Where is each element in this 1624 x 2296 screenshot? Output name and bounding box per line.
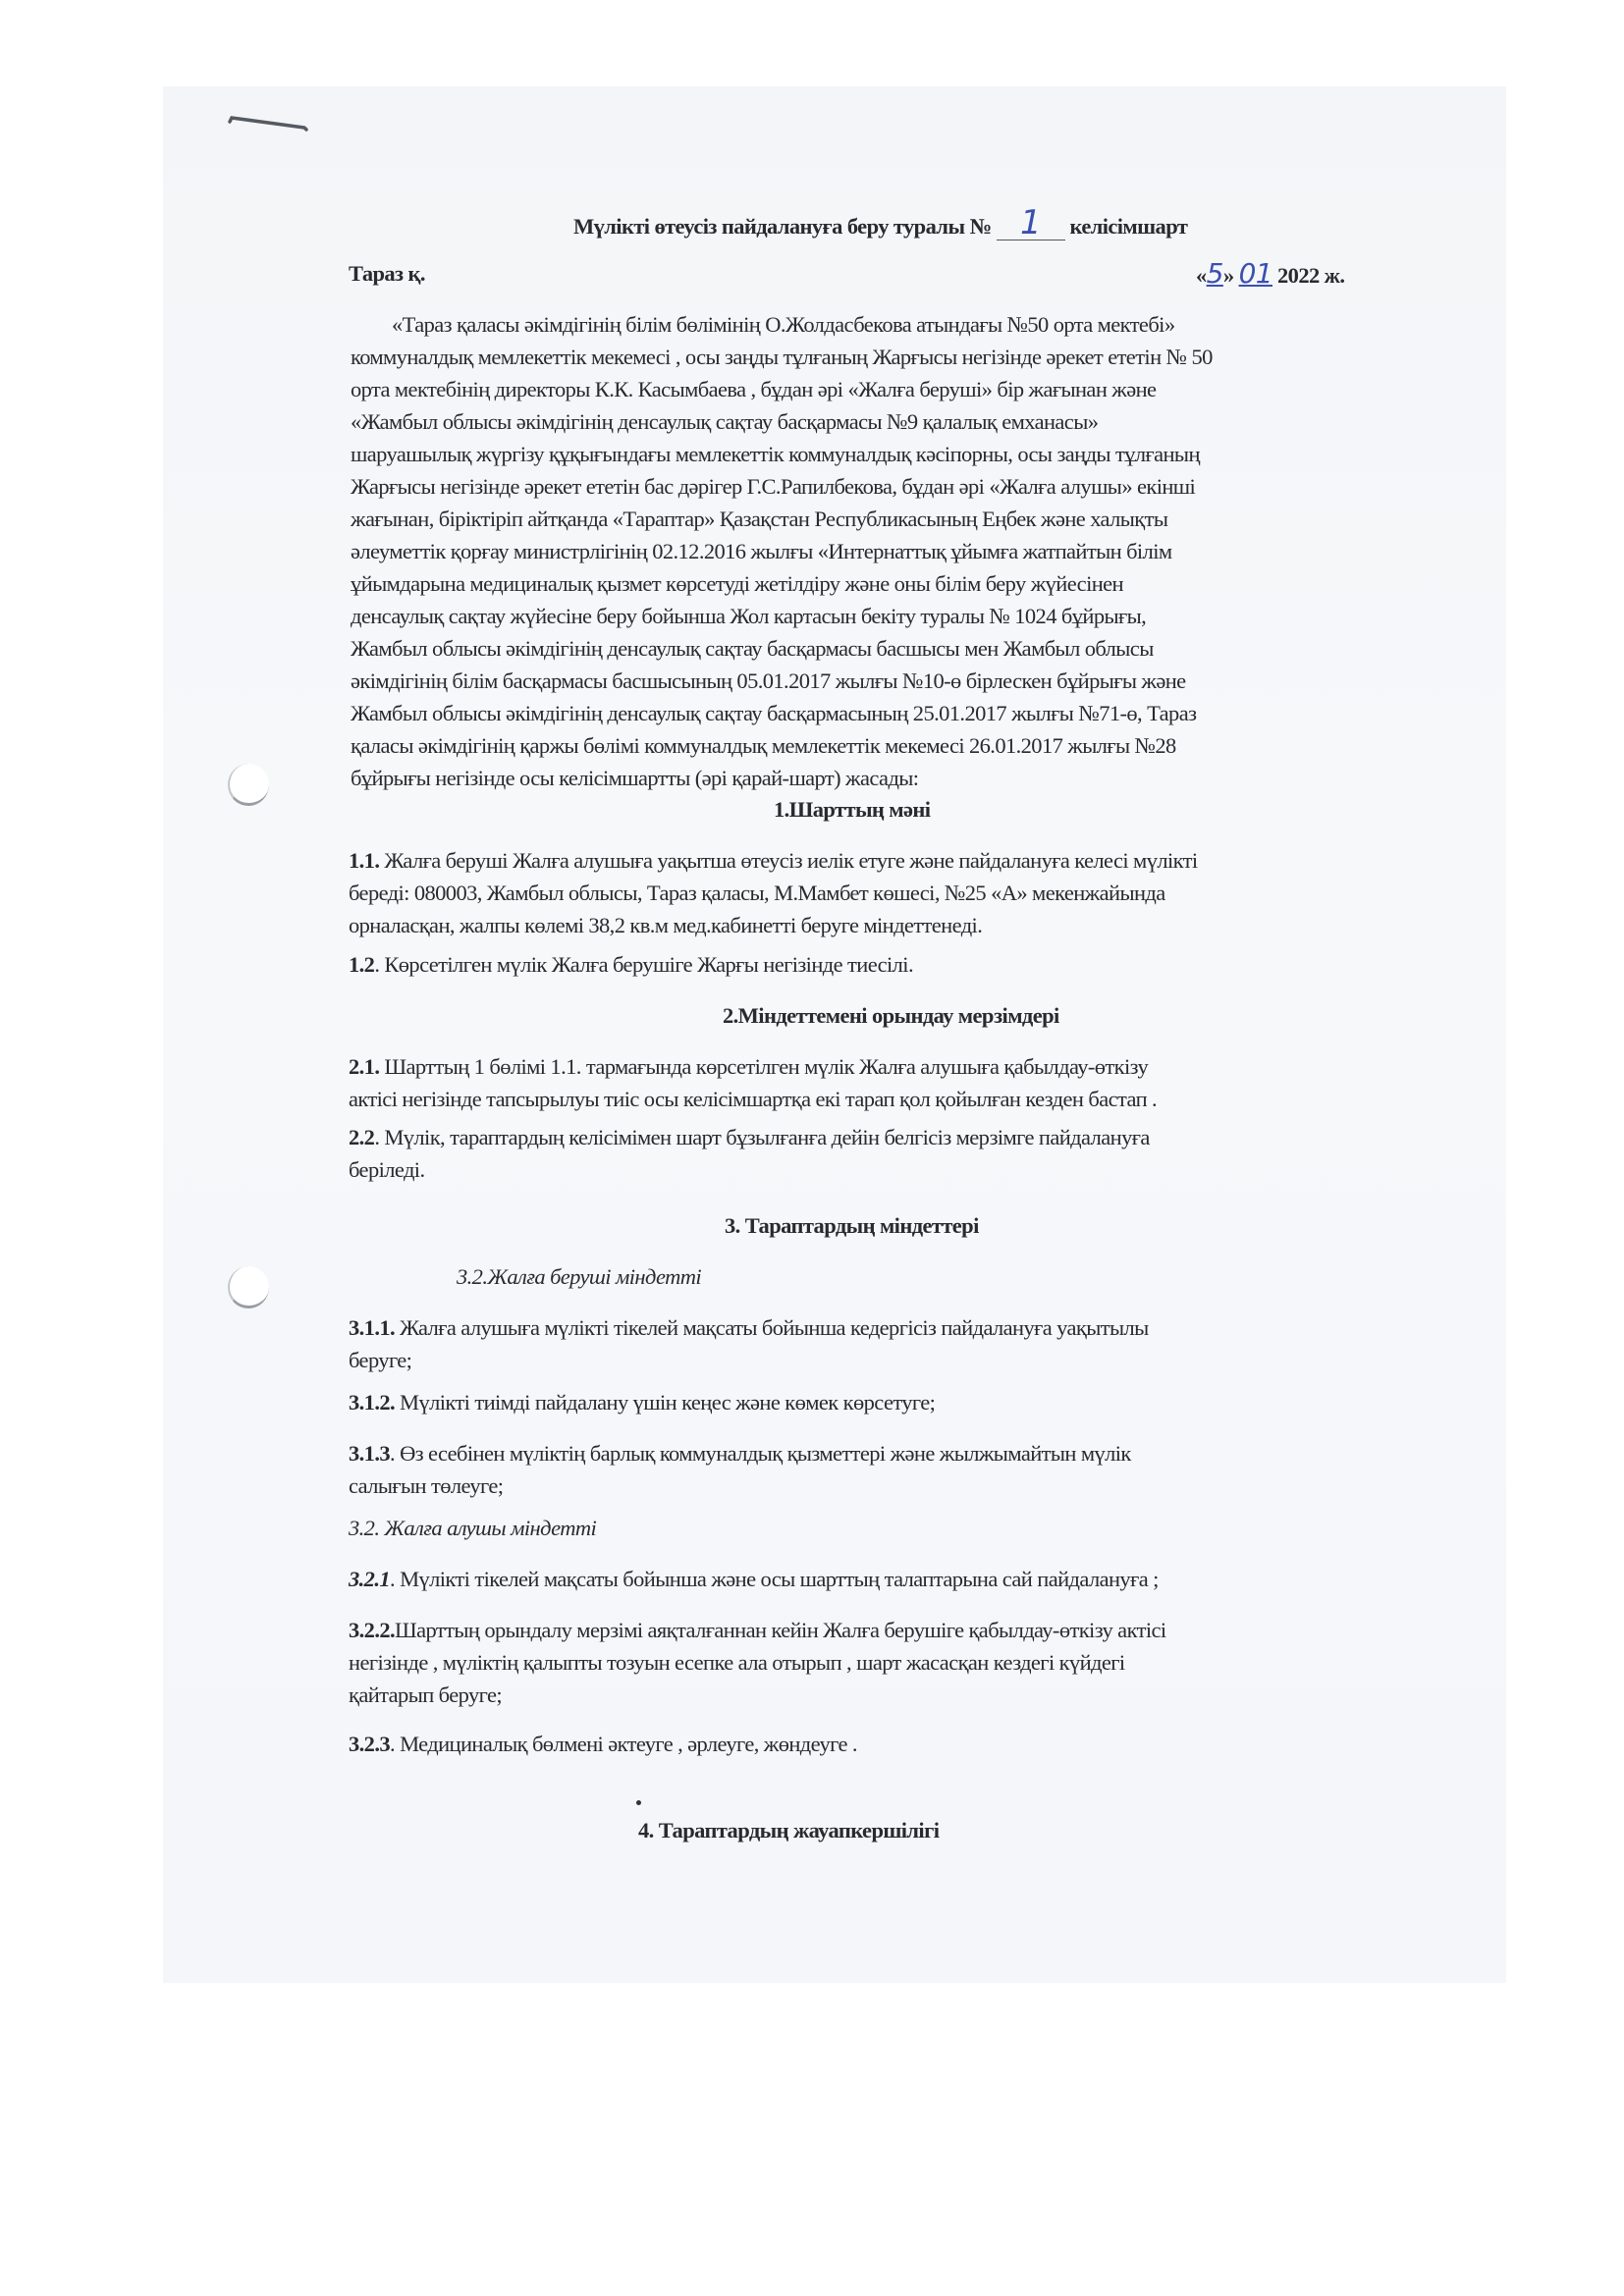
city: Тараз қ. <box>349 261 425 286</box>
contract-number: 1 <box>1019 203 1042 242</box>
staple-mark <box>228 116 310 132</box>
preamble-line: әкімдігінің білім басқармасы басшысының 05.01.2017 жылғы №10-ө бірлескен бұйрығы және <box>351 668 1186 693</box>
clause-3-2-2: 3.2.2.Шарттың орындалу мерзімі аяқталғаннан кейін Жалға берушіге қабылдау-өткізу актісі негізінде , мүліктің қалыпты тозуын есепке ала отырып , шарт жасасқан кездегі күйдегі қайтарып беруге; <box>349 1618 1166 1707</box>
preamble-line: «Жамбыл облысы әкімдігінің денсаулық сақтау басқармасы №9 қалалық емханасы» <box>351 409 1099 434</box>
section-3-heading: 3. Тараптардың міндеттері <box>725 1213 979 1238</box>
section-2-heading: 2.Міндеттемені орындау мерзімдері <box>723 1003 1059 1028</box>
ink-dot <box>636 1800 641 1805</box>
date-day: 5 <box>1206 257 1223 290</box>
clause-3-2-3: 3.2.3. Медициналық бөлмені әктеуге , әрлеуге, жөндеуге . <box>349 1732 857 1756</box>
clause-2-2: 2.2. Мүлік, тараптардың келісімімен шарт бұзылғанға дейін белгісіз мерзімге пайдалануға беріледі. <box>349 1125 1150 1182</box>
preamble-line: ұйымдарына медициналық қызмет көрсетуді жетілдіру және оны білім беру жүйесінен <box>351 571 1123 596</box>
preamble-line: «Тараз қаласы әкімдігінің білім бөлімінің О.Жолдасбекова атындағы №50 орта мектебі» <box>392 312 1175 337</box>
clause-1-1: 1.1. Жалға беруші Жалға алушыға уақытша өтеусіз иелік етуге және пайдалануға келесі мүлікті береді: 080003, Жамбыл облысы, Тараз қаласы, М.Мамбет көшесі, №25 «А» мекенжайында орналасқан, жалпы көлемі 38,2 кв.м мед.кабинетті беруге міндеттенеді. <box>349 848 1198 937</box>
preamble-line: орта мектебінің директоры К.К. Касымбаева , бұдан әрі «Жалға беруші» бір жағынан және <box>351 377 1157 401</box>
preamble-line: коммуналдық мемлекеттік мекемесі , осы заңды тұлғаның Жарғысы негізінде әрекет ететін № 50 <box>351 345 1213 369</box>
preamble-line: шаруашылық жүргізу құқығындағы мемлекеттік коммуналдық кәсіпорны, осы заңды тұлғаның <box>351 442 1200 466</box>
punch-hole <box>228 1266 269 1308</box>
punch-hole <box>228 764 269 806</box>
section-1-heading: 1.Шарттың мәні <box>774 797 931 822</box>
contract-number-field <box>997 203 1065 242</box>
preamble-line: Жамбыл облысы әкімдігінің денсаулық сақтау басқармасының 25.01.2017 жылғы №71-ө, Тараз <box>351 701 1197 725</box>
clause-1-2: 1.2. Көрсетілген мүлік Жалға берушіге Жарғы негізінде тиесілі. <box>349 952 913 977</box>
document-title: Мүлікті өтеусіз пайдалануға беру туралы № 1 келісімшарт <box>573 203 1188 242</box>
preamble-line: Жамбыл облысы әкімдігінің денсаулық сақтау басқармасы басшысы мен Жамбыл облысы <box>351 636 1154 661</box>
preamble-line: Жарғысы негізінде әрекет ететін бас дәрігер Г.С.Рапилбекова, бұдан әрі «Жалға алушы» екінші <box>351 474 1196 499</box>
clause-3-1-2: 3.1.2. Мүлікті тиімді пайдалану үшін кеңес және көмек көрсетуге; <box>349 1390 936 1415</box>
preamble-line: жағынан, біріктіріп айтқанда «Тараптар» Қазақстан Республикасының Еңбек және халықты <box>351 507 1168 531</box>
preamble-line: денсаулық сақтау жүйесіне беру бойынша Жол картасын бекіту туралы № 1024 бұйрығы, <box>351 604 1147 628</box>
date-month: 01 <box>1238 257 1272 290</box>
section-4-heading: 4. Тараптардың жауапкершілігі <box>638 1818 940 1842</box>
clause-3-1-1: 3.1.1. Жалға алушыға мүлікті тікелей мақсаты бойынша кедергісіз пайдалануға уақытылы беруге; <box>349 1315 1149 1372</box>
clause-2-1: 2.1. Шарттың 1 бөлімі 1.1. тармағында көрсетілген мүлік Жалға алушыға қабылдау-өткізу актісі негізінде тапсырылуы тиіс осы келісімшартқа екі тарап қол қойылған кезден бастап . <box>349 1054 1158 1111</box>
preamble-line: әлеуметтік қорғау министрлігінің 02.12.2016 жылғы «Интернаттық ұйымға жатпайтын білім <box>351 539 1172 563</box>
clause-3-2-1: 3.2.1. Мүлікті тікелей мақсаты бойынша және осы шарттың талаптарына сай пайдалануға ; <box>349 1567 1159 1591</box>
contract-date: «5» 01 2022 ж. <box>1196 257 1345 290</box>
clause-3-1-3: 3.1.3. Өз есебінен мүліктің барлық коммуналдық қызметтері және жылжымайтын мүлік салығын төлеуге; <box>349 1441 1131 1498</box>
preamble-line: бұйрығы негізінде осы келісімшартты (әрі қарай-шарт) жасады: <box>351 766 919 790</box>
preamble <box>351 308 1213 794</box>
subsection-lessee-duties: 3.2. Жалға алушы міндетті <box>349 1516 597 1540</box>
subsection-lessor-duties: 3.2.Жалға беруші міндетті <box>457 1264 702 1289</box>
preamble-line: қаласы әкімдігінің қаржы бөлімі коммуналдық мемлекеттік мекемесі 26.01.2017 жылғы №28 <box>351 733 1176 758</box>
